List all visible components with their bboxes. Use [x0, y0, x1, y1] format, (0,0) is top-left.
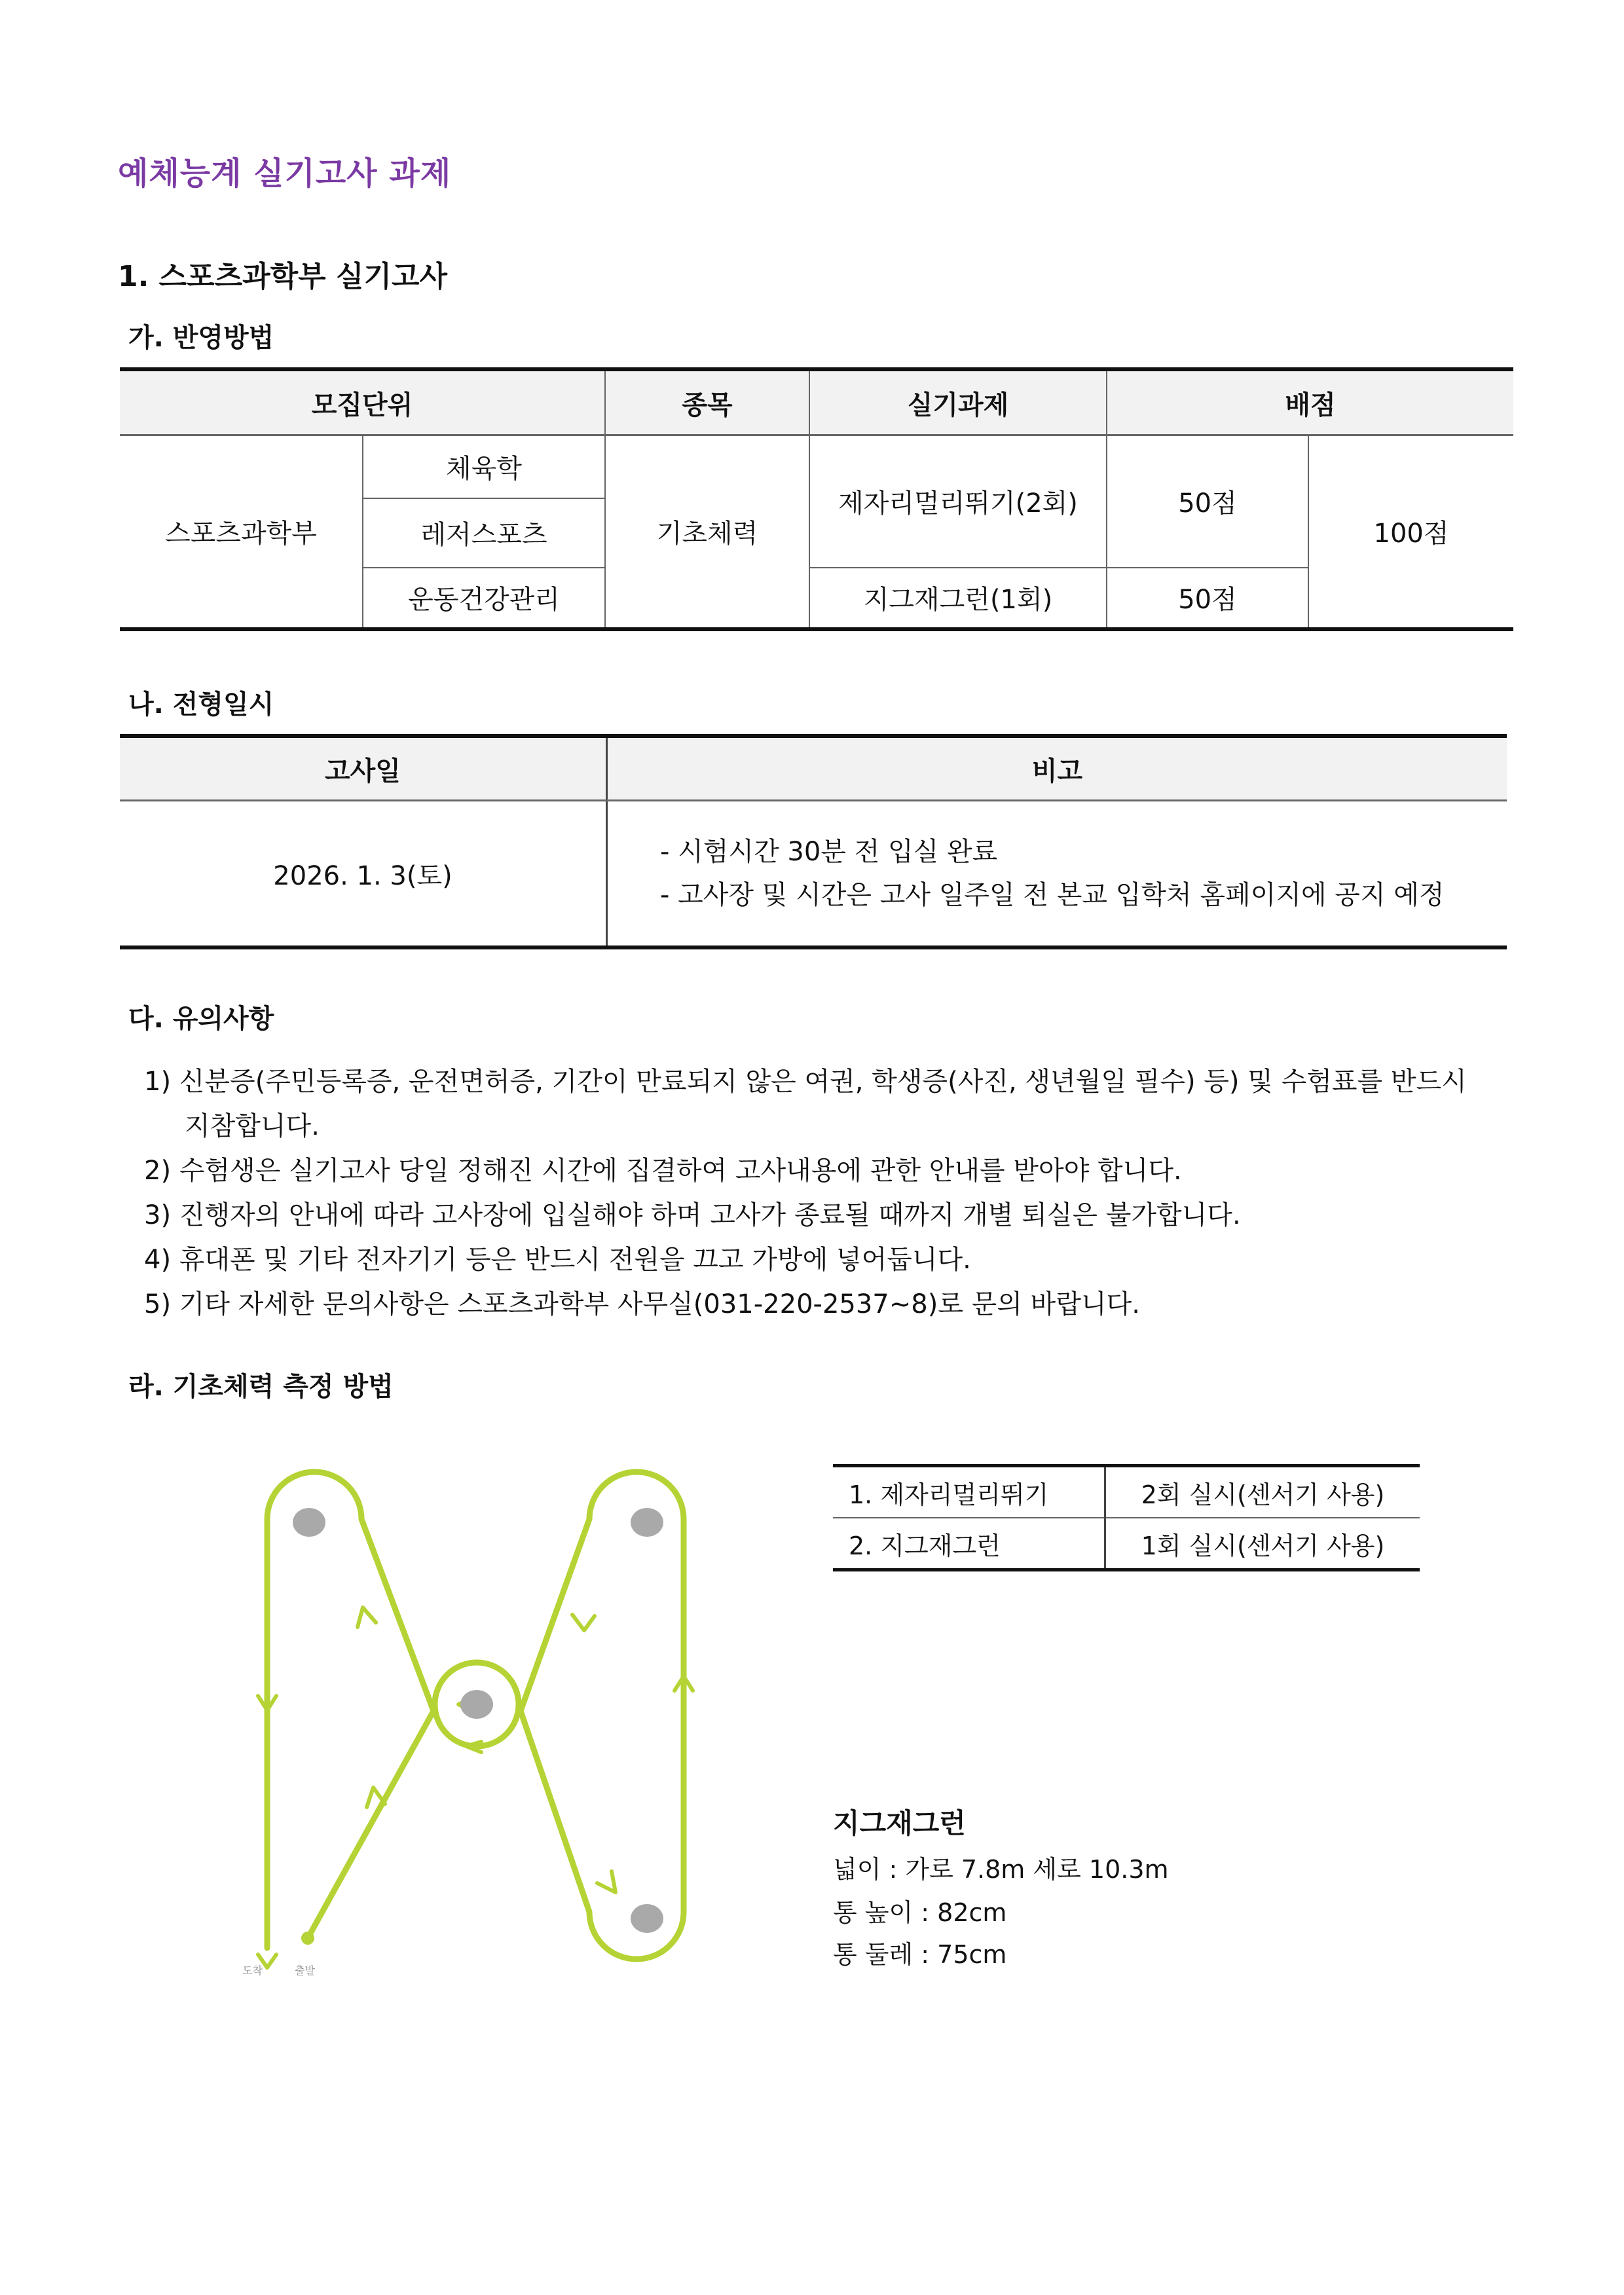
major-cell: 레저스포츠	[363, 498, 605, 568]
start-dot	[301, 1932, 314, 1945]
finish-label: 도착	[242, 1964, 263, 1977]
notes-list	[144, 1059, 1493, 1327]
method-name: 1. 제자리멀리뛰기	[849, 1480, 1049, 1509]
method-name: 2. 지그재그런	[833, 1518, 1105, 1570]
arrow-down-icon	[572, 1615, 595, 1630]
arrow-up-icon	[358, 1607, 376, 1627]
cone-icon	[631, 1904, 663, 1933]
subheading-ga: 가. 반영방법	[128, 323, 274, 353]
remark-cell	[607, 801, 1507, 948]
major-cell: 운동건강관리	[363, 568, 605, 629]
spec-line: 통 높이 : 82cm	[833, 1898, 1007, 1927]
list-item: 5) 기타 자세한 문의사항은 스포츠과학부 사무실(031-220-2537~8)로 문의 바랍니다.	[144, 1289, 1140, 1319]
major-cell: 체육학	[363, 435, 605, 498]
spec-line: 통 둘레 : 75cm	[833, 1940, 1007, 1969]
start-label: 출발	[295, 1964, 315, 1977]
cone-icon	[631, 1508, 663, 1537]
unit-cell: 스포츠과학부	[120, 435, 363, 629]
total-score-cell: 100점	[1308, 435, 1513, 629]
method-table	[833, 1464, 1420, 1571]
list-item: 2) 수험생은 실기고사 당일 정해진 시간에 집결하여 고사내용에 관한 안내를 받아야 합니다.	[144, 1156, 1182, 1186]
scoring-table	[120, 367, 1513, 631]
score-cell: 50점	[1107, 435, 1308, 568]
spec-line: 넓이 : 가로 7.8m 세로 10.3m	[833, 1855, 1169, 1884]
header-unit: 모집단위	[120, 369, 605, 435]
cone-icon	[293, 1508, 325, 1537]
cone-icon	[460, 1690, 493, 1719]
score-cell: 50점	[1107, 568, 1308, 629]
header-remark: 비고	[607, 736, 1507, 801]
header-task: 실기과제	[809, 369, 1107, 435]
remark-line: - 고사장 및 시간은 고사 일주일 전 본교 입학처 홈페이지에 공지 예정	[660, 880, 1445, 910]
list-item: 3) 진행자의 안내에 따라 고사장에 입실해야 하며 고사가 종료될 때까지 개별 퇴실은 불가합니다.	[144, 1200, 1241, 1230]
zigzag-title: 지그재그런	[833, 1807, 966, 1839]
header-date: 고사일	[120, 736, 607, 801]
zigzag-run-diagram	[223, 1441, 747, 1991]
schedule-table	[120, 734, 1507, 949]
arrow-down-icon	[597, 1871, 616, 1892]
subheading-ra: 라. 기초체력 측정 방법	[128, 1372, 394, 1402]
method-how: 2회 실시(센서기 사용)	[1105, 1466, 1420, 1518]
list-item: 1) 신분증(주민등록증, 운전면허증, 기간이 만료되지 않은 여권, 학생증(사진, 생년월일 필수) 등) 및 수험표를 반드시 지참합니다.	[144, 1067, 1467, 1141]
remark-line: - 시험시간 30분 전 입실 완료	[660, 837, 998, 867]
subheading-na: 나. 전형일시	[128, 689, 274, 720]
task-cell: 제자리멀리뛰기(2회)	[809, 435, 1107, 568]
exam-date: 2026. 1. 3(토)	[273, 860, 452, 891]
method-how: 1회 실시(센서기 사용)	[1105, 1518, 1420, 1570]
header-event: 종목	[605, 369, 809, 435]
list-item: 4) 휴대폰 및 기타 전자기기 등은 반드시 전원을 끄고 가방에 넣어둡니다.	[144, 1245, 971, 1275]
section-heading: 1. 스포츠과학부 실기고사	[118, 260, 448, 293]
header-score: 배점	[1107, 369, 1513, 435]
subheading-da: 다. 유의사항	[128, 1004, 274, 1034]
document-title: 예체능계 실기고사 과제	[118, 155, 452, 192]
task-cell: 지그재그런(1회)	[809, 568, 1107, 629]
event-cell: 기초체력	[605, 435, 809, 629]
